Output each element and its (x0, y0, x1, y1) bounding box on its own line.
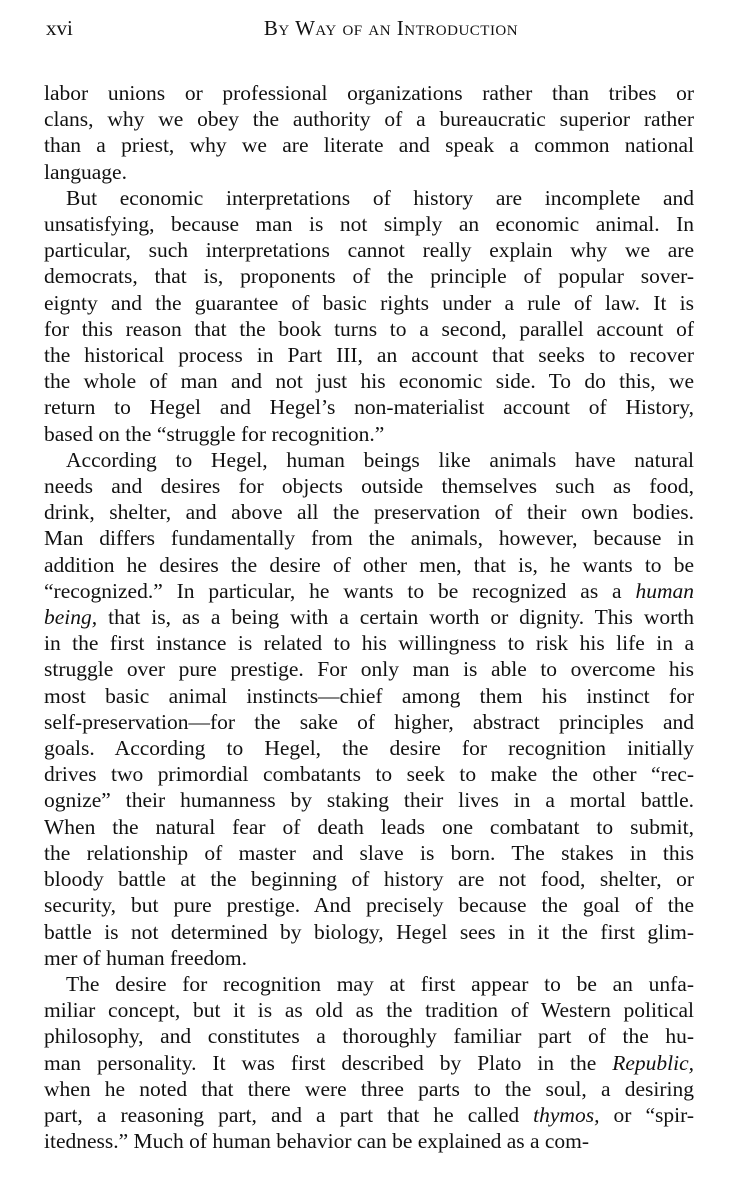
running-title: By Way of an Introduction (263, 16, 519, 40)
text-segment: democrats, that is, proponents of the principle of popular sover- (44, 264, 694, 289)
text-segment: According to Hegel, human beings like animals have natural (66, 447, 694, 472)
text-line (44, 604, 694, 630)
body-text (44, 80, 694, 1154)
paragraph (44, 447, 694, 971)
text-segment: bloody battle at the beginning of history are not food, shelter, or (44, 867, 694, 892)
italic-text: thymos, (533, 1102, 600, 1127)
italic-text: being, (44, 605, 98, 630)
text-line (44, 1023, 694, 1049)
text-segment: labor unions or professional organizations rather than tribes or (44, 81, 694, 105)
running-head (46, 12, 696, 44)
text-segment: self-preservation—for the sake of higher, abstract principles and (44, 709, 694, 734)
text-line (44, 787, 694, 813)
text-segment: drink, shelter, and above all the preservation of their own bodies. (44, 500, 694, 525)
italic-text: Republic, (612, 1050, 694, 1075)
text-line (44, 159, 694, 185)
text-segment: that is, as a being with a certain worth or dignity. This worth (97, 605, 694, 630)
text-segment: man personality. It was first described by Plato in the (44, 1050, 613, 1075)
text-line (44, 1102, 694, 1128)
text-segment: Man differs fundamentally from the animals, however, because in (44, 526, 694, 551)
text-segment: philosophy, and constitutes a thoroughly familiar part of the hu- (44, 1024, 694, 1049)
text-segment: than a priest, why we are literate and speak a common national (44, 133, 694, 158)
text-segment: the whole of man and not just his economic side. To do this, we (44, 369, 694, 394)
text-line (44, 814, 694, 840)
text-line (44, 211, 694, 237)
text-line (44, 447, 694, 473)
page-number: xvi (46, 16, 73, 40)
text-line (44, 185, 694, 211)
text-line (44, 368, 694, 394)
text-segment: struggle over pure prestige. For only man is able to overcome his (44, 657, 694, 682)
text-segment: or “spir- (599, 1102, 694, 1127)
text-segment: But economic interpretations of history are incomplete and (66, 185, 694, 210)
text-line (44, 394, 694, 420)
text-line (44, 945, 694, 971)
text-segment: miliar concept, but it is as old as the tradition of Western political (44, 998, 694, 1023)
text-line (44, 709, 694, 735)
text-segment: based on the “struggle for recognition.” (44, 421, 385, 446)
text-segment: the relationship of master and slave is born. The stakes in this (44, 840, 694, 865)
text-segment: The desire for recognition may at first appear to be an unfa- (66, 971, 694, 996)
text-line (44, 80, 694, 106)
text-line (44, 840, 694, 866)
text-segment: mer of human freedom. (44, 945, 247, 970)
text-segment: battle is not determined by biology, Hegel sees in it the first glim- (44, 919, 694, 944)
text-segment: language. (44, 159, 127, 184)
text-segment: When the natural fear of death leads one combatant to submit, (44, 814, 694, 839)
text-line (44, 290, 694, 316)
text-line (44, 552, 694, 578)
text-segment: eignty and the guarantee of basic rights under a rule of law. It is (44, 290, 694, 315)
text-segment: addition he desires the desire of other men, that is, he wants to be (44, 552, 694, 577)
text-line (44, 499, 694, 525)
text-line (44, 525, 694, 551)
text-segment: ognize” their humanness by staking their lives in a mortal battle. (44, 788, 694, 813)
text-line (44, 132, 694, 158)
text-segment: goals. According to Hegel, the desire for recognition initially (44, 736, 694, 761)
text-line (44, 866, 694, 892)
text-segment: in the first instance is related to his willingness to risk his life in a (44, 631, 694, 656)
text-line (44, 630, 694, 656)
text-segment: security, but pure prestige. And precisely because the goal of the (44, 893, 694, 918)
text-line (44, 971, 694, 997)
text-line (44, 578, 694, 604)
text-line (44, 263, 694, 289)
text-segment: most basic animal instincts—chief among them his instinct for (44, 683, 694, 708)
text-segment: “recognized.” In particular, he wants to be recognized as a (44, 578, 636, 603)
text-line (44, 656, 694, 682)
text-line (44, 421, 694, 447)
paragraph (44, 971, 694, 1154)
paragraph (44, 80, 694, 185)
text-line (44, 316, 694, 342)
paragraph (44, 185, 694, 447)
text-line (44, 237, 694, 263)
text-segment: particular, such interpretations cannot really explain why we are (44, 238, 694, 263)
text-line (44, 106, 694, 132)
text-line (44, 683, 694, 709)
text-line (44, 1076, 694, 1102)
text-segment: drives two primordial combatants to seek to make the other “rec- (44, 762, 694, 787)
text-segment: unsatisfying, because man is not simply an economic animal. In (44, 212, 694, 237)
text-line (44, 473, 694, 499)
text-line (44, 761, 694, 787)
text-line (44, 892, 694, 918)
text-segment: needs and desires for objects outside themselves such as food, (44, 474, 694, 499)
text-line (44, 735, 694, 761)
text-segment: for this reason that the book turns to a second, parallel account of (44, 316, 694, 341)
text-segment: clans, why we obey the authority of a bureaucratic superior rather (44, 107, 694, 132)
text-segment: return to Hegel and Hegel’s non-materialist account of History, (44, 395, 694, 420)
italic-text: human (635, 578, 694, 603)
text-segment: the historical process in Part III, an account that seeks to recover (44, 343, 694, 368)
text-line (44, 1128, 694, 1154)
text-segment: part, a reasoning part, and a part that he called (44, 1102, 534, 1127)
text-line (44, 342, 694, 368)
text-line (44, 1050, 694, 1076)
text-segment: when he noted that there were three parts to the soul, a desiring (44, 1076, 694, 1101)
text-segment: itedness.” Much of human behavior can be explained as a com- (44, 1129, 590, 1154)
text-line (44, 919, 694, 945)
text-line (44, 997, 694, 1023)
